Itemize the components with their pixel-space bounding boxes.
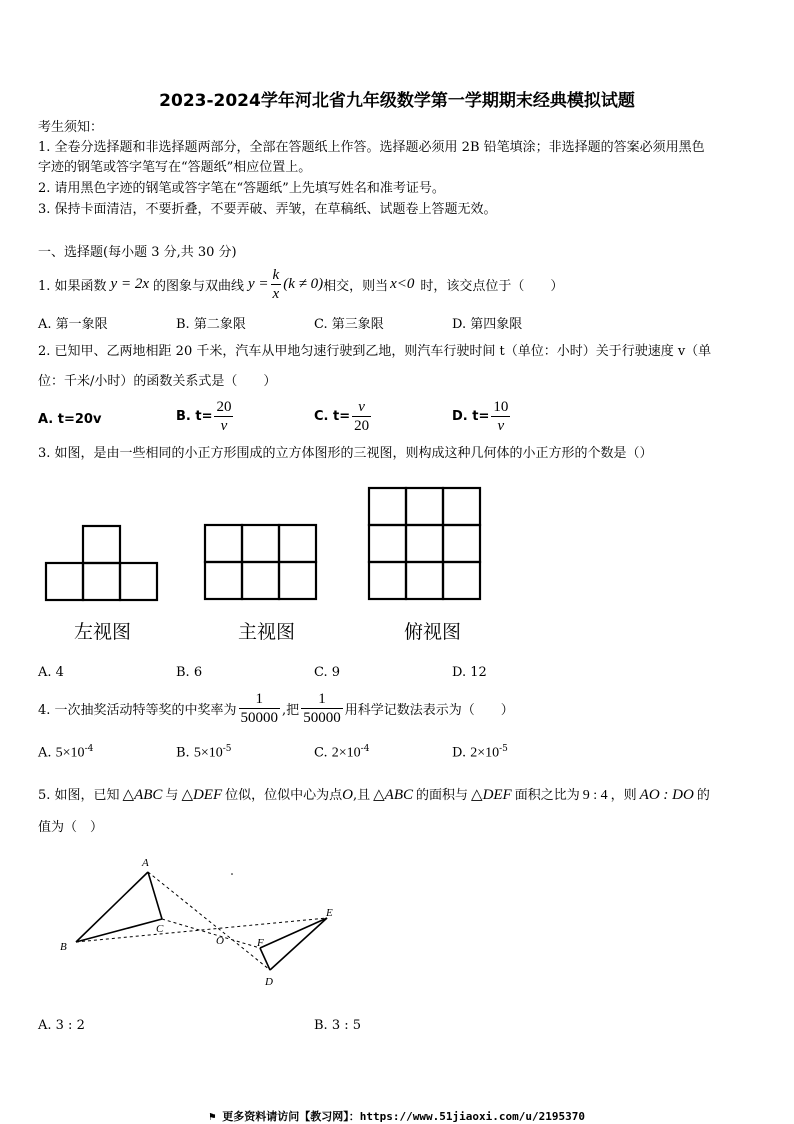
segment-ef — [260, 918, 327, 948]
left-view-label: 左视图 — [74, 621, 132, 643]
q4-fraction-2: $\frac{1}{50000}$ — [303, 691, 341, 726]
label-b: B — [60, 941, 67, 953]
q4-option-c: C. $2\times 10^{-4}$ — [314, 744, 370, 761]
q4-text-2: ,把 — [282, 703, 300, 718]
label-c: C — [156, 923, 164, 935]
q4-option-b: B. $5\times 10^{-5}$ — [176, 744, 232, 761]
q5-option-a: A. 3 : 2 — [38, 1018, 85, 1033]
notice-item-1a: 1. 全卷分选择题和非选择题两部分，全部在答题纸上作答。选择题必须用 2B 铅笔填涂；非选择题的答案必须用黑色 — [38, 140, 705, 155]
q2-option-d: D. t= $\frac{10}{v}$ — [452, 399, 509, 434]
q1-formula-y: y = — [248, 276, 269, 292]
ray-be — [76, 918, 327, 942]
q2-text-2: 位：千米/小时）的函数关系式是（ ） — [38, 374, 277, 389]
q5-text-6: 面积之比为 — [514, 788, 580, 803]
notice-item-2: 2. 请用黑色字迹的钢笔或答字笔在“答题纸”上先填写姓名和准考证号。 — [38, 181, 445, 196]
q1-option-c: C. 第三象限 — [314, 317, 384, 332]
q4-option-a: A. $5\times 10^{-4}$ — [38, 744, 94, 761]
main-view-figure — [203, 523, 318, 601]
question-4 — [38, 690, 514, 727]
label-f: F — [257, 937, 264, 949]
footer[interactable] — [0, 1108, 794, 1124]
top-view-figure — [367, 486, 482, 601]
q1-condition-x: x<0 — [390, 276, 415, 292]
flag-icon: ⚑ — [209, 1110, 223, 1123]
segment-ed — [270, 918, 327, 970]
label-o: O — [216, 935, 224, 947]
q1-condition: (k ≠ 0) — [283, 276, 324, 292]
notice-heading: 考生须知： — [38, 120, 104, 135]
q4-text-1: 4. 一次抽奖活动特等奖的中奖率为 — [38, 703, 237, 718]
question-1 — [38, 266, 563, 303]
label-d: D — [265, 976, 273, 988]
q1-option-a: A. 第一象限 — [38, 317, 108, 332]
q5-option-b: B. 3 : 5 — [314, 1018, 362, 1033]
q1-text-3: 相交，则当 — [323, 279, 389, 294]
q1-text: 1. 如果函数 — [38, 279, 107, 294]
q1-text-4: 时，该交点位于（ ） — [420, 279, 564, 294]
q5-ao-do: AO : DO — [639, 787, 694, 803]
q3-option-d: D. 12 — [452, 665, 487, 680]
q2-option-b: B. t= $\frac{20}{v}$ — [176, 399, 232, 434]
q5-text-5: 的面积与 — [416, 788, 469, 803]
q4-text-3: 用科学记数法表示为（ ） — [344, 703, 514, 718]
q5-text-1: 5. 如图，已知 — [38, 788, 120, 803]
label-a: A — [142, 857, 149, 869]
q1-fraction: $\frac{k}{x}$ — [272, 267, 280, 302]
main-view-label: 主视图 — [238, 621, 296, 643]
question-5 — [38, 784, 710, 804]
q2-text-1: 2. 已知甲、乙两地相距 20 千米，汽车从甲地匀速行驶到乙地，则汽车行驶时间 t（单位：小时）关于行驶速度 v（单 — [38, 344, 712, 359]
q5-triangle-abc: △ABC — [122, 787, 163, 803]
segment-fd — [260, 948, 270, 970]
segment-ac — [148, 872, 162, 919]
q5-triangle-abc-2: △ABC — [373, 787, 414, 803]
q5-text-2: 与 — [165, 788, 179, 803]
section-heading: 一、选择题(每小题 3 分,共 30 分) — [38, 245, 237, 260]
q5-text-4: ,且 — [353, 788, 371, 803]
q5-center-o: O — [342, 787, 353, 803]
ray-cf — [162, 919, 260, 948]
q5-triangle-def: △DEF — [181, 787, 223, 803]
q4-fraction-1: $\frac{1}{50000}$ — [240, 691, 279, 726]
q3-option-c: C. 9 — [314, 665, 341, 680]
q5-text-8: 的 — [696, 788, 710, 803]
left-view-figure — [44, 524, 160, 602]
q1-text-2: 的图象与双曲线 — [152, 279, 244, 294]
q5-triangle-def-2: △DEF — [471, 787, 512, 803]
q3-text: 3. 如图，是由一些相同的小正方形围成的立方体图形的三视图，则构成这种几何体的小正方形的个数是（） — [38, 446, 653, 461]
notice-item-1b: 字迹的钢笔或答字笔写在“答题纸”相应位置上。 — [38, 160, 312, 175]
page-title: 2023-2024学年河北省九年级数学第一学期期末经典模拟试题 — [159, 91, 635, 111]
q5-text-7: ，则 — [610, 788, 637, 803]
q3-option-b: B. 6 — [176, 665, 203, 680]
stray-dot — [231, 873, 233, 875]
ray-ad — [148, 872, 270, 970]
q1-option-d: D. 第四象限 — [452, 317, 523, 332]
notice-item-3: 3. 保持卡面清洁，不要折叠，不要弄破、弄皱，在草稿纸、试题卷上答题无效。 — [38, 202, 497, 217]
q3-option-a: A. 4 — [38, 665, 64, 680]
segment-ab — [76, 872, 148, 942]
footer-link[interactable]: 更多资料请访问【教习网】：https://www.51jiaoxi.com/u/2195370 — [222, 1110, 585, 1123]
q2-option-c: C. t= $\frac{v}{20}$ — [314, 399, 370, 434]
q5-text-line2: 值为（ ） — [38, 820, 104, 835]
label-e: E — [326, 907, 333, 919]
homothety-figure — [50, 850, 350, 990]
q5-ratio: 9 : 4 — [582, 788, 608, 803]
q5-text-3: 位似，位似中心为点 — [225, 788, 343, 803]
q1-option-b: B. 第二象限 — [176, 317, 246, 332]
top-view-label: 俯视图 — [404, 621, 462, 643]
q2-option-a: A. t=20v — [38, 412, 102, 427]
q1-formula-line: y = 2x — [110, 276, 149, 292]
q4-option-d: D. $2\times 10^{-5}$ — [452, 744, 508, 761]
